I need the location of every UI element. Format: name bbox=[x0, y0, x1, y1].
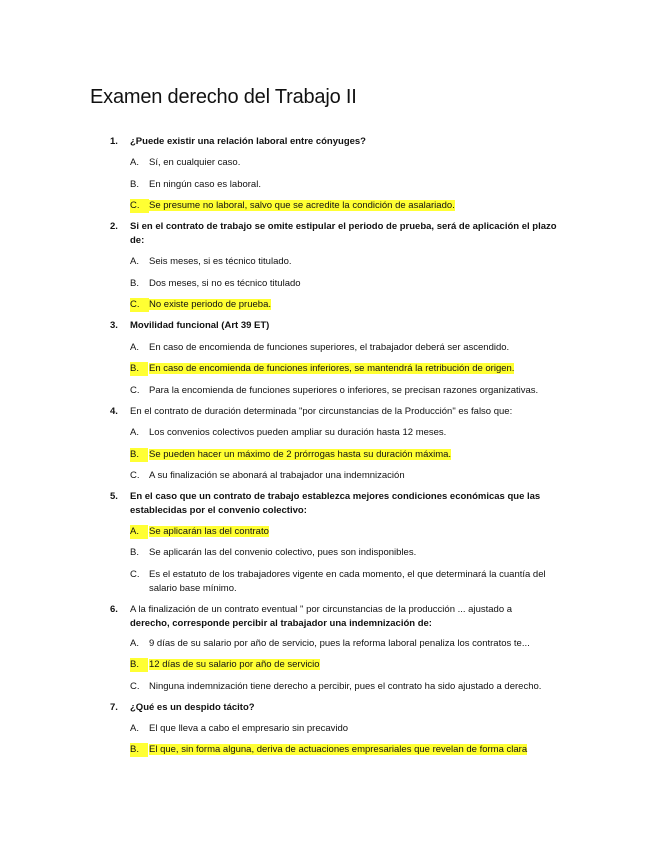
option-letter: C. bbox=[130, 199, 149, 213]
question-number: 4. bbox=[110, 406, 118, 417]
question-text-line: establecidas por el convenio colectivo: bbox=[130, 505, 307, 516]
option-letter: B. bbox=[130, 658, 148, 672]
question-text bbox=[130, 405, 565, 419]
question-text: ¿Qué es un despido tácito? bbox=[130, 702, 255, 713]
option-text: En ningún caso es laboral. bbox=[149, 179, 261, 190]
option-text: Se aplicarán las del contrato bbox=[149, 526, 269, 537]
question-text bbox=[130, 220, 565, 248]
option-text-wrap bbox=[149, 362, 514, 376]
question-text bbox=[130, 603, 565, 631]
question-number: 7. bbox=[110, 702, 118, 713]
option-letter: A. bbox=[130, 256, 139, 267]
option-text: 12 días de su salario por año de servicio bbox=[149, 659, 320, 670]
option-text-wrap bbox=[149, 743, 527, 757]
question-number: 1. bbox=[110, 136, 118, 147]
option-text-wrap bbox=[149, 199, 455, 213]
question-number: 3. bbox=[110, 320, 118, 331]
option-letter: C. bbox=[130, 385, 140, 396]
option-text: A su finalización se abonará al trabajador una indemnización bbox=[149, 470, 405, 481]
option-letter: C. bbox=[130, 298, 149, 312]
option-letter: C. bbox=[130, 681, 140, 692]
option-text: Se presume no laboral, salvo que se acredite la condición de asalariado. bbox=[149, 200, 455, 211]
option-text: Se pueden hacer un máximo de 2 prórrogas hasta su duración máxima. bbox=[149, 449, 452, 460]
option-text: El que lleva a cabo el empresario sin precavido bbox=[149, 723, 349, 734]
option-text: Dos meses, si no es técnico titulado bbox=[149, 278, 301, 289]
option-letter: B. bbox=[130, 547, 139, 558]
option-text-wrap bbox=[149, 525, 269, 539]
option-text: En caso de encomienda de funciones inferiores, se mantendrá la retribución de origen. bbox=[149, 363, 515, 374]
question-number: 5. bbox=[110, 491, 118, 502]
option-text: Seis meses, si es técnico titulado. bbox=[149, 256, 292, 267]
option-text-wrap bbox=[149, 448, 451, 462]
option-letter: C. bbox=[130, 569, 140, 580]
option-text-line: salario base mínimo. bbox=[149, 583, 237, 594]
option-letter: B. bbox=[130, 448, 148, 462]
option-letter: B. bbox=[130, 278, 139, 289]
question-text-line: En el caso que un contrato de trabajo establezca mejores condiciones económicas que las bbox=[130, 491, 541, 502]
option-text-wrap bbox=[149, 298, 271, 312]
option-text: No existe periodo de prueba. bbox=[149, 299, 271, 310]
option-text-line: Es el estatuto de los trabajadores vigente en cada momento, el que determinará la cuantía del bbox=[149, 569, 546, 580]
option-letter: A. bbox=[130, 427, 139, 438]
option-text: Se aplicarán las del convenio colectivo, pues son indisponibles. bbox=[149, 547, 417, 558]
option-letter: A. bbox=[130, 723, 139, 734]
question-number: 6. bbox=[110, 604, 118, 615]
option-letter: A. bbox=[130, 342, 139, 353]
option-text: Los convenios colectivos pueden ampliar su duración hasta 12 meses. bbox=[149, 427, 447, 438]
option-letter: A. bbox=[130, 525, 148, 539]
option-letter: C. bbox=[130, 470, 140, 481]
option-letter: B. bbox=[130, 179, 139, 190]
question-text-line: Si en el contrato de trabajo se omite estipular el periodo de prueba, será de aplicación el plazo bbox=[130, 221, 557, 232]
option-text: Ninguna indemnización tiene derecho a percibir, pues el contrato ha sido ajustado a derecho. bbox=[149, 681, 542, 692]
option-text: El que, sin forma alguna, deriva de actuaciones empresariales que revelan de forma clara bbox=[149, 744, 528, 755]
option-letter: B. bbox=[130, 743, 148, 757]
option-text bbox=[149, 568, 565, 596]
question-number: 2. bbox=[110, 221, 118, 232]
option-letter: A. bbox=[130, 157, 139, 168]
question-text-line: de: bbox=[130, 235, 145, 246]
option-text: Sí, en cualquier caso. bbox=[149, 157, 241, 168]
question-text bbox=[130, 490, 565, 518]
question-text: Movilidad funcional (Art 39 ET) bbox=[130, 320, 270, 331]
option-text: En caso de encomienda de funciones superiores, el trabajador deberá ser ascendido. bbox=[149, 342, 510, 353]
option-letter: B. bbox=[130, 362, 148, 376]
question-text: ¿Puede existir una relación laboral entre cónyuges? bbox=[130, 136, 366, 147]
question-text-content: En el contrato de duración determinada "por circunstancias de la Producción" es falso que: bbox=[130, 406, 513, 417]
option-text: 9 días de su salario por año de servicio, pues la reforma laboral penaliza los contratos te... bbox=[149, 638, 530, 649]
question-text-line: derecho, corresponde percibir al trabajador una indemnización de: bbox=[130, 618, 432, 629]
option-letter: A. bbox=[130, 638, 139, 649]
question-text-line: A la finalización de un contrato eventual " por circunstancias de la producción ... ajustado a bbox=[130, 604, 513, 615]
document-title: Examen derecho del Trabajo II bbox=[90, 86, 357, 108]
option-text: Para la encomienda de funciones superiores o inferiores, se precisan razones organizativas. bbox=[149, 385, 539, 396]
option-text-wrap bbox=[149, 658, 320, 672]
